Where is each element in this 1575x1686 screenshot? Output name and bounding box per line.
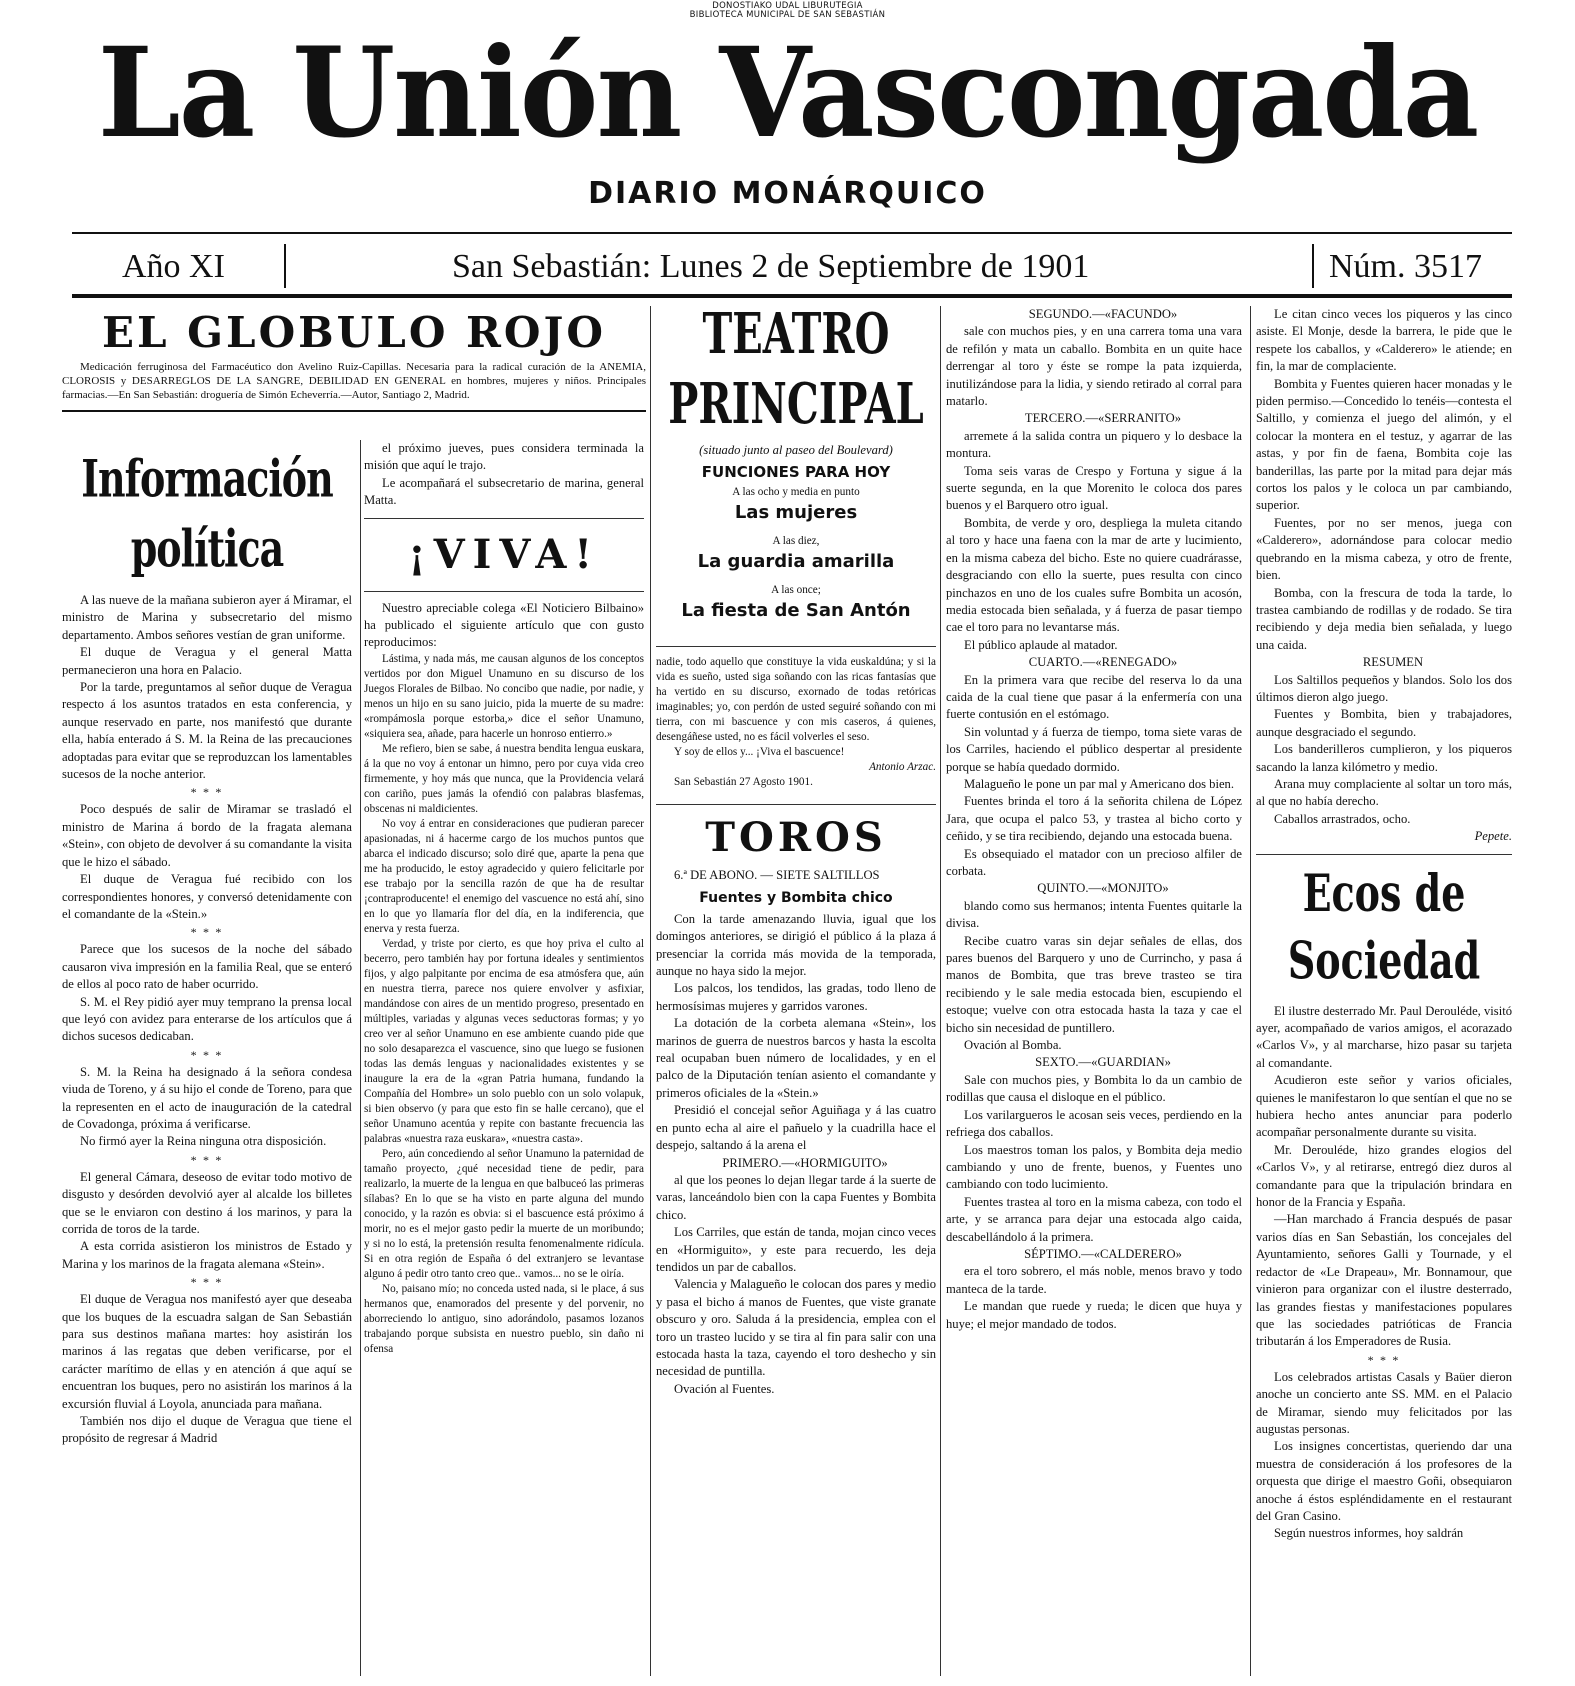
viva-title: ¡VIVA! [408,530,600,578]
toros-paragraph: Recibe cuatro varas sin dejar señales de ellas, dos pares buenos del Barquero y uno de Currincho, y pasa á manos de Bombita, que tras breve trasteo se tira recibiendo y le sale media estocada bien, escupiendo el estoque; vuelve con otra estocada hasta la taza y cae el bicho sin necesidad de puntillero. [946,933,1242,1035]
bull-heading: SÉPTIMO.—«CALDERERO» [1024,1246,1182,1261]
toros-paragraph: Sale con muchos pies, y Bombita lo da un cambio de rodillas que causa el disloque en el público. [946,1072,1242,1105]
toros-abono: 6.ª DE ABONO. — SIETE SALTILLOS [674,868,880,883]
dateline-separator [284,244,286,288]
toros-paragraph: Fuentes trastea al toro en la misma cabeza, con todo el arte, y se arranca para dejar una estocada algo caida, descabellándolo á la primera. [946,1194,1242,1244]
ecos-paragraph: Acudieron este señor y varios oficiales, quienes le manifestaron lo que sentían el que no se hubiera hecho antes anunciar para poderlo acompañar personalmente durante su visita. [1256,1073,1512,1140]
toros-paragraph: arremete á la salida contra un piquero y lo desbace la montura. [946,428,1242,461]
library-stamp [0,2,1575,20]
ecos-paragraph: —Han marchado á Francia después de pasar varios días en San Sebastián, los concejales del Ayuntamiento, señores Galli y Tournade, y el redactor de «Le Drapeau», Mr. Bonnamour, que vinieron para organizar con el ilustre desterrado, las grandes fiestas y manifestaciones populares que las sociedades patrióticas de Francia tributarán á los Emperadores de Rusia. [1256,1212,1512,1349]
toros-paragraph: Es obsequiado el matador con un precioso alfiler de corbata. [946,846,1242,878]
toros-paragraph: Bombita, de verde y oro, despliega la muleta citando al toro y hace una faena con la mar de arte y lucimiento, en la misma cabeza del bicho. Este no quiere cuadrárasse, desgraciando con ello la suerte, pues resulta con cinco pinchazos en uno de los cuales sufre Bombita un acosón, media estocada bien señalada, y á fuerza de pasar tiempo cae el toro para no levantarse más. [946,515,1242,635]
politica-continuation: Le acompañará el subsecretario de marina, general Matta. [364,475,644,508]
show-time: A las diez, [772,535,820,548]
resumen-paragraph: Fuentes y Bombita, bien y trabajadores, aunque desgraciado el segundo. [1256,707,1512,739]
politica-paragraph: A esta corrida asistieron los ministros de Estado y Marina y los marinos de la fragata alemana «Stein». [62,1239,352,1271]
resumen-heading: RESUMEN [1362,655,1424,670]
issue-date: San Sebastián: Lunes 2 de Septiembre de 1901 [452,248,1090,285]
viva-closing: Y soy de ellos y... ¡Viva el bascuence! [674,746,845,759]
politica-paragraph: Poco después de salir de Miramar se trasladó el ministro de Marina á bordo de la fragata alemana «Stein», con objeto de devolver á su comandante la visita que le hizo el sábado. [62,802,352,869]
toros-signature: Pepete. [1474,829,1512,844]
toros-subtitle: Fuentes y Bombita chico [699,889,893,906]
toros-paragraph: al que los peones lo dejan llegar tarde á la suerte de varas, lanceándolo bien con la capa Fuentes y Bombita chico. [656,1172,936,1222]
toros-paragraph: Le mandan que ruede y rueda; le dicen que huya y huye; el mejor mandado de todos. [946,1299,1242,1331]
ecos-paragraph: Según nuestros informes, hoy saldrán [1274,1526,1464,1541]
toros-paragraph: La dotación de la corbeta alemana «Stein», los marinos de guerra de nuestros barcos y hasta la escolta real ocupaban buen número de localidades, y en el palco de la Diputación tenían asiento el comandante y primeros oficiales de la «Stein.» [656,1016,936,1100]
header-rule-bottom [72,294,1512,298]
toros-paragraph: Fuentes, por no ser menos, juega con «Calderero», adornándose para colocar medio quebrando en la misma cabeza, y otro de frente, bien. [1256,515,1512,583]
politica-column [62,440,352,1676]
toros-paragraph: Fuentes brinda el toro á la señorita chilena de López Jara, que ocupa el palco 53, y trastea al bicho corto y ceñido, y se tira recibiendo, dejando una estocada buena. [946,794,1242,844]
dateline [72,244,1512,290]
toros-paragraph: Ovación al Fuentes. [674,1381,775,1396]
viva-paragraph: Lástima, y nada más, me causan algunos de los conceptos vertidos por don Miguel Unamuno en su discurso de los Juegos Florales de Bilbao. No concibo que nadie, por nadie, y menos un hijo en su sano juicio, pida la muerte de su madre: «rompámosla porque estorba,» dice el señor Unamuno, «siquiera sea, añade, para hacerle un honroso entierro.» [364,652,644,740]
toros-paragraph: sale con muchos pies, y en una carrera toma una vara de refilón y mata un caballo. Bombita en un quite hace derrengar al toro y éste se rompe la pata izquierda, inutilizándose para la lidia, y siendo retirado al corral para matarlo. [946,324,1242,409]
section-rule [364,591,644,592]
toros-paragraph: blando como sus hermanos; intenta Fuentes quitarle la divisa. [946,898,1242,931]
masthead: La Unión Vascongada [97,19,1478,166]
politica-paragraph: El duque de Veragua y el general Matta permanecieron una hora en Palacio. [62,645,352,677]
dateline-separator [1312,244,1314,288]
resumen-paragraph: Caballos arrastrados, ocho. [1274,811,1411,826]
politica-paragraph: S. M. el Rey pidió ayer muy temprano la prensa local que leyó con avidez para enterarse de los artículos que á dichos sucesos dedicaban. [62,994,352,1044]
politica-paragraph: El general Cámara, deseoso de evitar todo motivo de disgusto y desórden devolvió ayer al alcalde los billetes que se le enviaron con destino á los marinos, y para la corrida de toros de la tarde. [62,1169,352,1236]
politica-paragraph: El duque de Veragua fué recibido con los correspondientes honores, y conversó detenidamente con el comandante de la «Stein.» [62,872,352,921]
issue-number: Núm. 3517 [1329,248,1482,285]
toros-paragraph: Con la tarde amenazando lluvia, igual que los domingos anteriores, se dirigió el público á la plaza á presenciar la corrida más movida de la temporada, aunque no haya sido la mejor. [656,911,936,979]
masthead-subtitle: DIARIO MONÁRQUICO [588,176,987,211]
viva-paragraph: Pero, aún concediendo al señor Unamuno la paternidad de tamaño proyecto, ¿qué necesidad tiene de pedir, para realizarlo, la muerte de la lengua en que balbuceó las primeras sílabas? En lo que se ha visto en parte alguna del mundo conocido, y la razón es obvia: si el bascuence está próximo á morir, no es el mejor gasto pedir la muerte de un moribundo; y si no lo está, la pretensión resulta fenomenalmente ridícula. Si en otra región de España ó del extranjero se levantase alguno á pedir otro tanto creo que.. vamos... no se le oiría. [364,1147,644,1280]
toros-paragraph: Bombita y Fuentes quieren hacer monadas y le piden permiso.—Concedido lo tenéis—contesta el Saltillo, y comienza el juego del alimón, y el colocar la montera en el testuz, y agarrar de las astas, y por fin de faena, Bombita coje las banderillas, las parte por la mitad para dejar más cortos los palos y le coloca un par cambiando, superior. [1256,376,1512,513]
column-rule [940,306,941,1676]
show-title: La guardia amarilla [697,551,895,573]
show-title: La fiesta de San Antón [681,600,911,622]
library-stamp-line: DONOSTIAKO UDAL LIBURUTEGIA [712,1,863,11]
bull-heading: SEGUNDO.—«FACUNDO» [1028,307,1178,321]
viva-intro: Nuestro apreciable colega «El Noticiero Bilbaino» ha publicado el siguiente artículo que con gusto reproducimos: [364,600,644,650]
politica-paragraph: Por la tarde, preguntamos al señor duque de Veragua respecto á los asuntos tratados en esta conferencia, y aunque reservado en parte, nos manifestó que durante ella, había enterado á S. M. la Reina de las precauciones adoptadas para evitar que se reproduzcan los lamentables sucesos de la noche anterior. [62,680,352,782]
bull-heading: CUARTO.—«RENEGADO» [1028,655,1178,670]
ecos-title: Ecos de Sociedad [1287,861,1481,991]
teatro-toros-column [656,306,936,1676]
ecos-paragraph: Los insignes concertistas, queriendo dar una muestra de consideración á los profesores de la orquesta que dirige el maestro Goñi, obsequiaron anoche á éstos espléndidamente en el restaurant del Gran Casino. [1256,1439,1512,1523]
viva-column [364,440,644,1676]
viva-paragraph: No, paisano mío; no conceda usted nada, si le place, á sus hermanos que, enamorados del presente y del porvenir, no aborreciendo lo antiguo, sino adorándolo, pasamos lozanos trabajando porque subsista en nuestro pueblo, sin daño ni ofensa [364,1282,644,1355]
ad-rule [62,410,646,412]
section-separator: * * * [190,1275,224,1290]
toros-column [946,306,1242,1676]
toros-paragraph: Bomba, con la frescura de toda la tarde, lo trastea cambiando de rodillas y de rodado. Se tira recibiendo y deja media bien señalada, y luego una caida. [1256,585,1512,652]
section-separator: * * * [190,1152,224,1167]
section-rule [656,804,936,805]
toros-paragraph: El público aplaude al matador. [964,637,1118,652]
library-stamp-line: BIBLIOTECA MUNICIPAL DE SAN SEBASTIÁN [689,10,886,20]
toros-title: TOROS [705,814,887,862]
column-rule [360,440,361,1676]
section-rule [1256,854,1512,855]
toros-paragraph: era el toro sobrero, el más noble, menos bravo y todo manteca de la tarde. [946,1264,1242,1296]
toros-paragraph: Valencia y Malagueño le colocan dos pares y medio y pasa el bicho á manos de Fuentes, que viste granate obscuro y oro. Saluda á la presidencia, emplea con el toro un trasteo lucido y se tira al fin para salir con una estocada hasta la taza, cayendo el toro deshecho y sin necesidad de puntilla. [656,1277,936,1379]
viva-continuation: nadie, todo aquello que constituye la vida euskaldúna; y si la vida es sueño, usted siga soñando con las ricas fantasías que ha vertido en su discurso, exornado de todas retóricas imaginables; yo, con perdón de usted seguiré soñando con mi tierra, con mi bascuence y con mis caseros, á quienes, desengáñese usted, no es fácil volverles el seso. [656,656,936,744]
toros-paragraph: Los varilargueros le acosan seis veces, perdiendo en la refriega dos caballos. [946,1107,1242,1140]
column-rule [1250,306,1251,1676]
resumen-paragraph: Los banderilleros cumplieron, y los piqueros sacando la lanza kilómetro y medio. [1256,742,1512,774]
header-rule [72,232,1512,234]
bull-heading: SEXTO.—«GUARDIAN» [1035,1055,1171,1070]
viva-place: San Sebastián 27 Agosto 1901. [674,776,813,789]
show-time: A las once; [771,584,821,597]
viva-signature: Antonio Arzac. [869,761,936,774]
politica-paragraph: Parece que los sucesos de la noche del sábado causaron viva impresión en la familia Real, que se enteró de ellos al poco rato de haber ocurrido. [62,942,352,992]
toros-paragraph: Presidió el concejal señor Aguiñaga y á las cuatro en punto echa al aire el pañuelo y la cuadrilla hace el despejo, saltando á la arena el [656,1103,936,1153]
toros-paragraph: Los Carriles, que están de tanda, mojan cinco veces en «Hormiguito», y este para recuerdo, les deja tendidos un par de caballos. [656,1225,936,1274]
bull-heading: QUINTO.—«MONJITO» [1037,881,1169,896]
ad-title: EL GLOBULO ROJO [102,308,606,357]
toros-paragraph: Los maestros toman los palos, y Bombita deja medio cambiando y uno de frente, buenos, y Fuentes uno cambiando con todo lucimiento. [946,1142,1242,1192]
show-time: A las ocho y media en punto [732,486,860,499]
ecos-paragraph: Mr. Derouléde, hizo grandes elogios del «Carlos V», y al retirarse, entregó diez duros al comandante para que la tripulación brindara en honor de la Francia y España. [1256,1142,1512,1210]
toros-paragraph: Le citan cinco veces los piqueros y las cinco asiste. El Monje, desde la barrera, le pide que le respete los caballos, y «Calderero» le atiende; en fin, la mar de complaciente. [1256,307,1512,374]
resumen-paragraph: Arana muy complaciente al soltar un toro más, al que no había derecho. [1256,776,1512,809]
politica-paragraph: S. M. la Reina ha designado á la señora condesa viuda de Toreno, y á su hijo el conde de Toreno, para que la representen en el acto de inauguración de la catedral de Covadonga, próxima á verificarse. [62,1064,352,1131]
teatro-title: TEATRO PRINCIPAL [668,306,924,438]
toros-paragraph: Toma seis varas de Crespo y Fortuna y sigue á la suerte segunda, en la que Morenito le coloca dos pares buenos y el Barquero otro igual. [946,463,1242,513]
toros-paragraph: Sin voluntad y á fuerza de tiempo, toma siete varas de los Carriles, haciendo el público despertar al presidente porque se había quedado dormido. [946,724,1242,774]
section-separator: * * * [190,785,224,800]
politica-paragraph: El duque de Veragua nos manifestó ayer que deseaba que los buques de la escuadra salgan de San Sebastián para sus destinos mañana martes: hoy asistirán los marinos á las regatas que deben verificarse, por el carácter marítimo de ellas y en atención á que aquí se encuentran los buques, pero no asistirán los marinos á la excursión fluvial á Loyola, anunciada para mañana. [62,1292,352,1411]
viva-paragraph: Verdad, y triste por cierto, es que hoy priva el culto al becerro, pero también hay por fortuna ideales y sentimientos fijos, y algo palpitante por encima de esa atmósfera que, aún en nuestra tierra, parece nos quiere envolver y asfixiar, mandándose con aires de un mentido progreso, presentado en múltiples, variadas y algunas veces seductoras formas; y yo creo ver al señor Unamuno en ese ambiente cuando pide que no solo desaparezca el vascuence, sino que luego se fusionen todas las demás lenguas y nacionalidades existentes y se inaugure la era de la «gran Patria humana, fundando la Compañía del Hombre» un solo pueblo con un solo volapuk, si bien observo (y para que esto fin se halle cercano), que el señor Unamuno acentúa y repite con bastante frecuencia las palabras «nuestra raza euskara», «nuestra casta». [364,937,644,1145]
resumen-paragraph: Los Saltillos pequeños y blandos. Solo los dos últimos dieron algo juego. [1256,672,1512,704]
ecos-column [1256,306,1512,1676]
viva-paragraph: No voy á entrar en consideraciones que pudieran parecer apasionadas, ni á hacerme cargo de los muchos puntos que abarca el indicado discurso; solo diré que, aparte la pena que me ha producido, le estoy agradecido y quiero felicitarle por ese trabajo por la sencilla razón de que ha de resultar ¡contraproducente! el enemigo del vascuence no está ahí, sino en lo que yo llamaría flor del día, en la indiferencia, que enerva y resta fuerza. [364,817,644,935]
politica-title: Información política [81,447,333,579]
toros-paragraph: En la primera vara que recibe del reserva lo da una caida de la cual tiene que pasar á la enfermería con una fuerte contusión en el estómago. [946,672,1242,722]
bull-heading: PRIMERO.—«HORMIGUITO» [722,1155,888,1170]
toros-paragraph: Ovación al Bomba. [964,1038,1062,1053]
section-rule [364,518,644,519]
show-title: Las mujeres [734,502,858,524]
section-separator: * * * [1367,1352,1401,1367]
politica-continuation: el próximo jueves, pues considera terminada la misión que aquí le trajo. [364,441,644,473]
teatro-subtitle: FUNCIONES PARA HOY [701,463,891,482]
issue-year: Año XI [122,248,225,285]
toros-paragraph: Los palcos, los tendidos, las gradas, todo lleno de hermosísimas mujeres y garridos varones. [656,981,936,1013]
section-separator: * * * [190,925,224,940]
politica-paragraph: A las nueve de la mañana subieron ayer á Miramar, el ministro de Marina y subsecretario del mismo departamento. Ambos señores vestían de gran uniforme. [62,593,352,642]
bull-heading: TERCERO.—«SERRANITO» [1024,411,1182,426]
toros-paragraph: Malagueño le pone un par mal y Americano dos bien. [964,776,1234,791]
viva-paragraph: Me refiero, bien se sabe, á nuestra bendita lengua euskara, á la que no voy á entonar un himno, pero por cuya vida creo firmemente, y hoy más que nunca, que la Providencia velará con cariño, pues jamás la ofendió con palabras blasfemas, obscenas ni maldicientes. [364,742,644,815]
politica-paragraph: No firmó ayer la Reina ninguna otra disposición. [80,1134,327,1149]
ad-text: Medicación ferruginosa del Farmacéutico don Avelino Ruiz-Capillas. Necesaria para la radical curación de la ANEMIA, CLOROSIS y DESARREGLOS DE LA SANGRE, DEBILIDAD EN GENERAL en hombres, mujeres y niños. Principales farmacias.—En San Sebastián: droguería de Simón Echeverría.—Autor, Santiago 2, Madrid. [62,361,646,401]
ecos-paragraph: El ilustre desterrado Mr. Paul Derouléde, visitó ayer, acompañado de varios amigos, el acorazado «Carlos V», y al marcharse, hizo pasar su tarjeta al comandante. [1256,1003,1512,1070]
section-rule [656,646,936,647]
teatro-location: (situado junto al paseo del Boulevard) [699,443,893,457]
section-separator: * * * [190,1047,224,1062]
ad-globulo-rojo [62,306,646,436]
column-rule [650,306,651,1676]
politica-paragraph: También nos dijo el duque de Veragua que tiene el propósito de regresar á Madrid [62,1414,352,1446]
ecos-paragraph: Los celebrados artistas Casals y Baüer dieron anoche un concierto ante SS. MM. en el Palacio de Miramar, siendo muy felicitados por las augustas personas. [1256,1369,1512,1436]
